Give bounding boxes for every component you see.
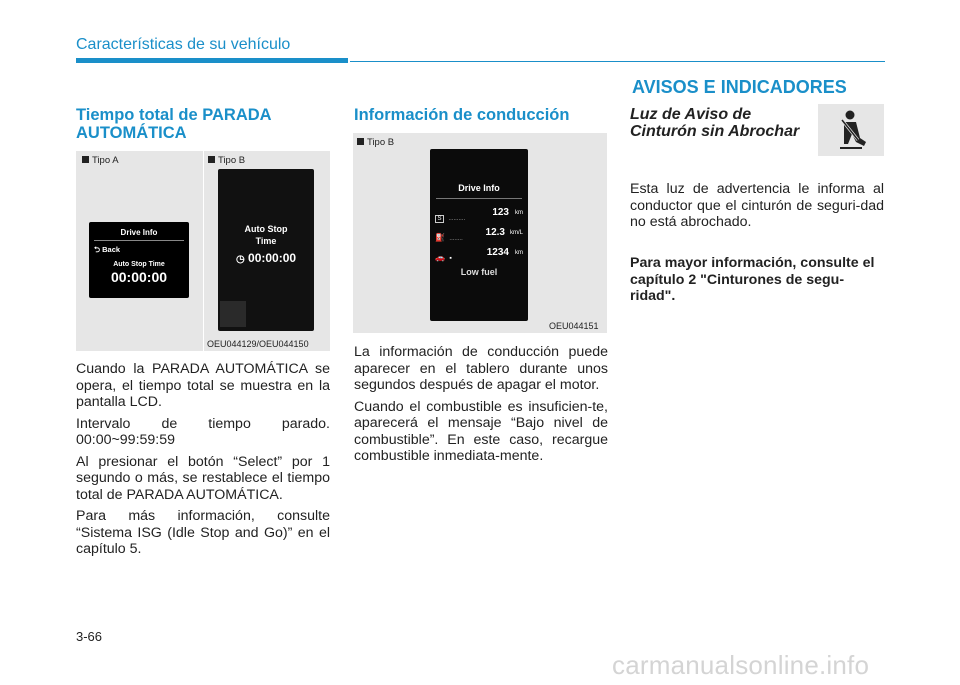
range-unit: km: [515, 250, 523, 256]
watermark: carmanualsonline.info: [612, 650, 870, 680]
col1-paragraph: Al presionar el botón “Select” por 1 segundo o más, se restablece el tiempo total de PARADA AUTOMÁTICA.: [76, 453, 330, 503]
col1-figure: [76, 151, 330, 351]
trip-icon: S: [435, 215, 444, 223]
square-bullet-icon: [357, 138, 364, 145]
section-label: AVISOS E INDICADORES: [632, 77, 847, 97]
screen-a-title: Drive Info: [120, 228, 158, 237]
header-rule-thick: [76, 58, 348, 63]
driveinfo-row-trip: [435, 207, 523, 225]
figure-divider: [203, 151, 204, 351]
col3-heading-line1: Luz de Aviso de: [630, 106, 752, 123]
seatbelt-icon-svg: [818, 104, 884, 156]
car-icon: 🚗: [435, 253, 445, 262]
label-b-text: Tipo B: [367, 137, 395, 148]
screen-a-back: [94, 244, 184, 257]
col1-paragraph: Para más información, consulte “Sistema ISG (Idle Stop and Go)” en el capítulo 5.: [76, 508, 330, 557]
clock-icon: ◷: [235, 254, 245, 265]
col3-heading: [630, 106, 810, 140]
col1-heading: Tiempo total de PARADA AUTOMÁTICA: [76, 106, 271, 142]
driveinfo-rule: [436, 198, 522, 199]
driveinfo-row-range: [435, 247, 523, 265]
trip-unit: km: [515, 210, 523, 216]
screen-a-rule: [94, 240, 184, 241]
screen-b-caption-1: Auto Stop: [244, 224, 288, 234]
back-label: Back: [102, 245, 121, 254]
figure-code-col2: OEU044151: [549, 321, 599, 331]
figure-code-col1: OEU044129/OEU044150: [207, 339, 309, 349]
trip-value: 123: [492, 207, 509, 218]
screen-b-value-row: [218, 251, 314, 265]
screen-b-value: 00:00:00: [248, 251, 297, 265]
economy-value: 12.3: [485, 227, 505, 238]
col3-bold-paragraph: Para mayor información, consulte el capítulo 2 "Cinturones de segu-ridad".: [630, 255, 875, 304]
economy-unit: km/L: [509, 230, 523, 236]
header-rule-thin: [350, 61, 885, 62]
driveinfo-row-economy: [435, 227, 523, 245]
lcd-screen-driveinfo: [430, 149, 528, 321]
page-number: 3-66: [76, 629, 103, 644]
col1-paragraph: Cuando la PARADA AUTOMÁTICA se opera, el tiempo total se muestra en la pantalla LCD.: [76, 361, 330, 410]
col2-heading: Información de conducción: [354, 106, 570, 124]
label-a-text: Tipo A: [92, 155, 119, 166]
driveinfo-title: Drive Info: [458, 183, 500, 193]
screen-a-caption: Auto Stop Time: [113, 261, 165, 268]
lcd-screen-a: [89, 222, 189, 298]
fuel-pump-icon: ⛽: [435, 233, 445, 242]
col1-body: [76, 361, 330, 563]
range-fuel-icon: ▪: [449, 255, 452, 262]
label-b-text: Tipo B: [218, 155, 246, 166]
economy-dots: ........: [449, 236, 463, 242]
range-value: 1234: [486, 247, 509, 258]
square-bullet-icon: [208, 156, 215, 163]
lcd-screen-b: [218, 169, 314, 331]
figure-label-b: [357, 137, 394, 148]
seatbelt-warning-icon: [818, 104, 884, 156]
screen-b-corner-block: [220, 301, 246, 327]
figure-label-a: [82, 155, 119, 166]
figure-label-b: [208, 155, 245, 166]
col3-paragraph: Esta luz de advertencia le informa al conductor que el cinturón de seguri-dad no está abrochado.: [630, 181, 884, 230]
square-bullet-icon: [82, 156, 89, 163]
chapter-title: Características de su vehículo: [76, 36, 291, 53]
col3-heading-line2: Cinturón sin Abrochar: [630, 123, 800, 140]
col2-paragraph: La información de conducción puede aparecer en el tablero durante unos segundos después de apagar el motor.: [354, 344, 608, 393]
col2-body: [354, 344, 608, 470]
col1-paragraph: Intervalo de tiempo parado. 00:00~99:59:59: [76, 415, 330, 448]
back-arrow-icon: ⮌: [94, 245, 101, 254]
col2-paragraph: Cuando el combustible es insuficien-te, aparecerá el mensaje “Bajo nivel de combustible”. En este caso, recargue combustible inmediata-mente.: [354, 398, 608, 464]
low-fuel-warning: Low fuel: [460, 267, 498, 277]
screen-a-value: 00:00:00: [110, 269, 168, 285]
col2-figure: [353, 133, 607, 333]
screen-b-caption-2: Time: [255, 236, 277, 246]
trip-dots: ..........: [448, 216, 466, 222]
